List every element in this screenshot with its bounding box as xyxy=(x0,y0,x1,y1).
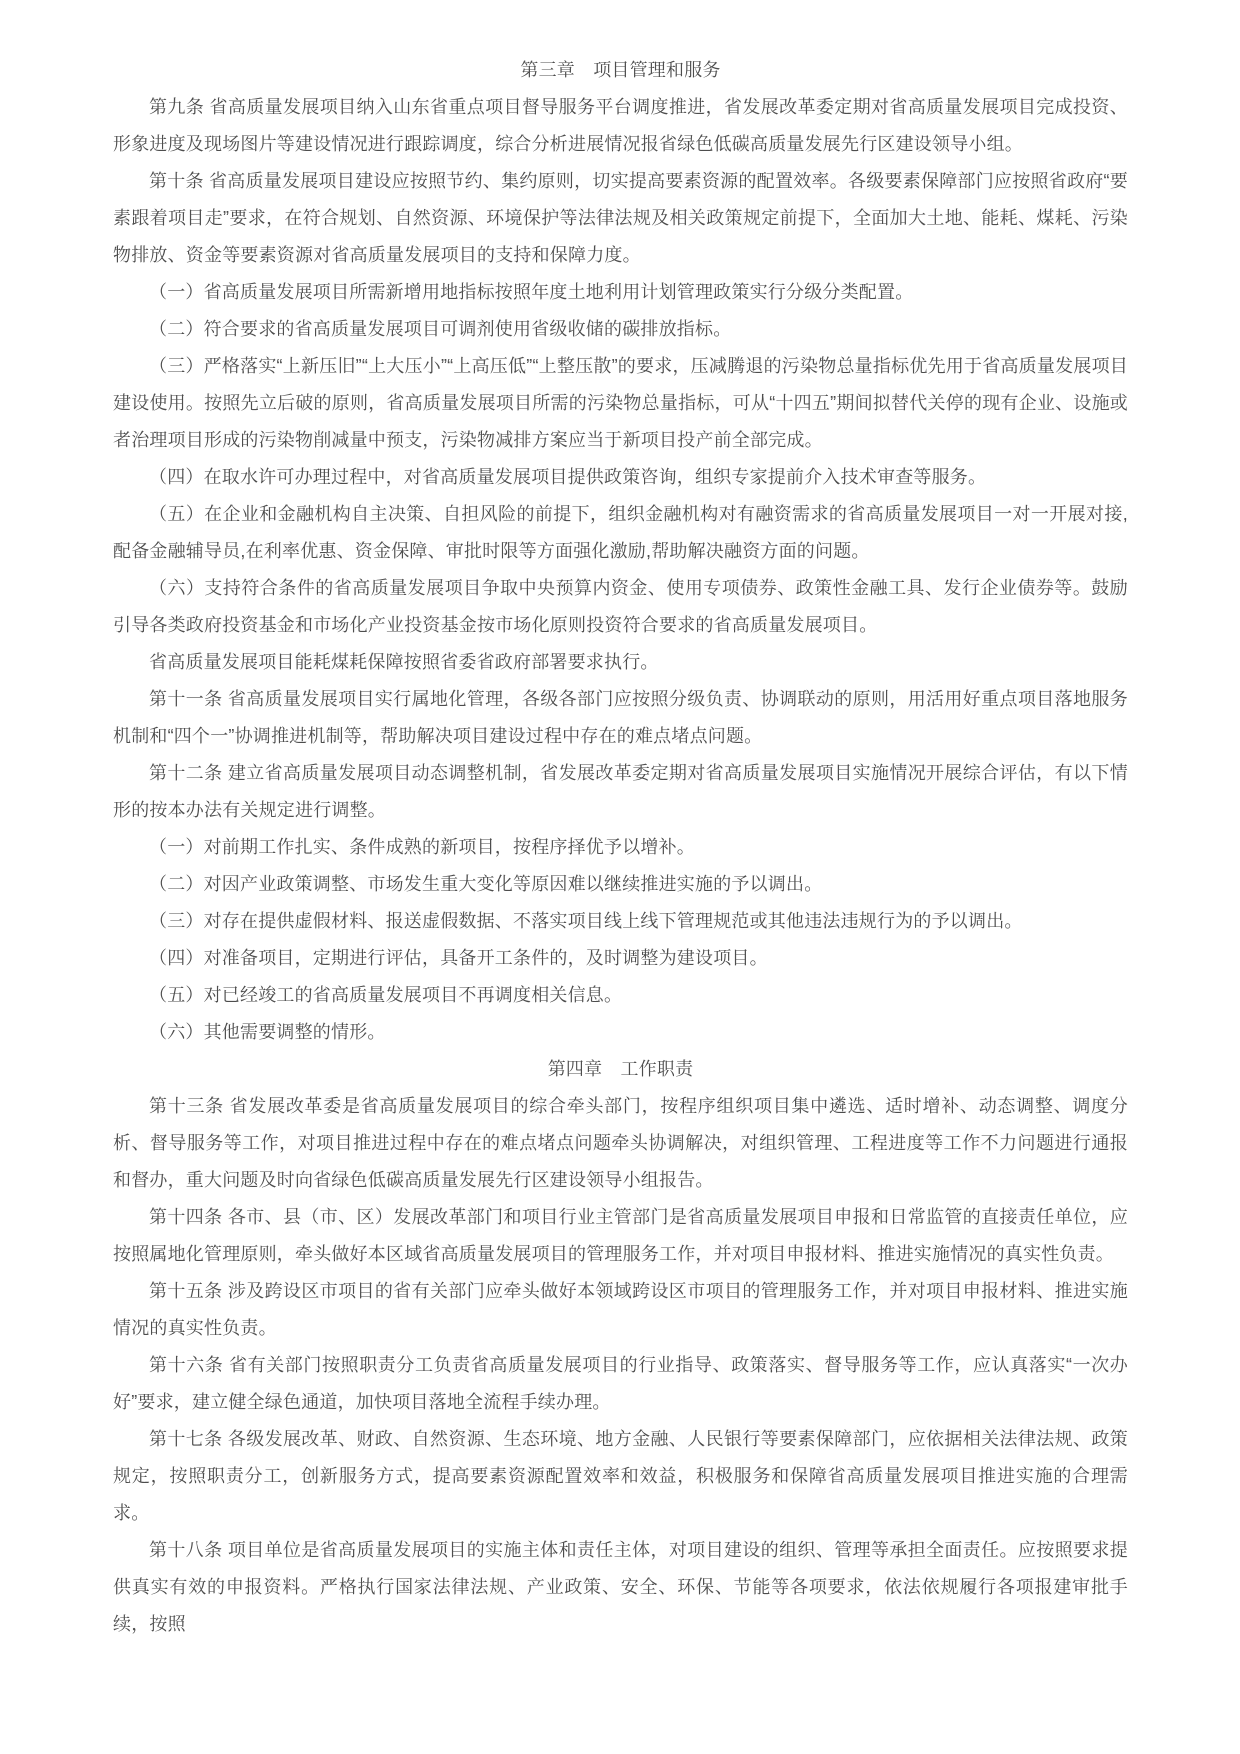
paragraph: 第十一条 省高质量发展项目实行属地化管理，各级各部门应按照分级负责、协调联动的原则，用活用好重点项目落地服务机制和“四个一”协调推进机制等，帮助解决项目建设过程中存在的难点堵点问题。 xyxy=(113,689,1128,746)
paragraph: （四）在取水许可办理过程中，对省高质量发展项目提供政策咨询，组织专家提前介入技术审查等服务。 xyxy=(149,467,987,487)
paragraph: （一）省高质量发展项目所需新增用地指标按照年度土地利用计划管理政策实行分级分类配置。 xyxy=(149,282,914,302)
paragraph: （二）符合要求的省高质量发展项目可调剂使用省级收储的碳排放指标。 xyxy=(149,319,732,339)
paragraph: 第十六条 省有关部门按照职责分工负责省高质量发展项目的行业指导、政策落实、督导服务等工作，应认真落实“一次办好”要求，建立健全绿色通道，加快项目落地全流程手续办理。 xyxy=(113,1355,1128,1412)
paragraph: 第九条 省高质量发展项目纳入山东省重点项目督导服务平台调度推进，省发展改革委定期对省高质量发展项目完成投资、形象进度及现场图片等建设情况进行跟踪调度，综合分析进展情况报省绿色低碳高质量发展先行区建设领导小组。 xyxy=(113,97,1128,154)
chapter-heading: 第四章 工作职责 xyxy=(547,1059,694,1079)
paragraph: （六）其他需要调整的情形。 xyxy=(149,1022,386,1042)
paragraph: （四）对准备项目，定期进行评估，具备开工条件的，及时调整为建设项目。 xyxy=(149,948,768,968)
paragraph: （六）支持符合条件的省高质量发展项目争取中央预算内资金、使用专项债券、政策性金融工具、发行企业债券等。鼓励引导各类政府投资基金和市场化产业投资基金按市场化原则投资符合要求的省高质量发展项目。 xyxy=(113,578,1128,635)
paragraph: 第十三条 省发展改革委是省高质量发展项目的综合牵头部门，按程序组织项目集中遴选、适时增补、动态调整、调度分析、督导服务等工作，对项目推进过程中存在的难点堵点问题牵头协调解决，对组织管理、工程进度等工作不力问题进行通报和督办，重大问题及时向省绿色低碳高质量发展先行区建设领导小组报告。 xyxy=(113,1096,1128,1190)
document-body xyxy=(113,52,1128,1643)
paragraph: （一）对前期工作扎实、条件成熟的新项目，按程序择优予以增补。 xyxy=(149,837,695,857)
paragraph: （二）对因产业政策调整、市场发生重大变化等原因难以继续推进实施的予以调出。 xyxy=(149,874,823,894)
paragraph: 第十五条 涉及跨设区市项目的省有关部门应牵头做好本领域跨设区市项目的管理服务工作，并对项目申报材料、推进实施情况的真实性负责。 xyxy=(113,1281,1128,1338)
paragraph: （三）对存在提供虚假材料、报送虚假数据、不落实项目线上线下管理规范或其他违法违规行为的予以调出。 xyxy=(149,911,1023,931)
paragraph: 第十七条 各级发展改革、财政、自然资源、生态环境、地方金融、人民银行等要素保障部门，应依据相关法律法规、政策规定，按照职责分工，创新服务方式，提高要素资源配置效率和效益，积极服务和保障省高质量发展项目推进实施的合理需求。 xyxy=(113,1429,1128,1523)
chapter-heading: 第三章 项目管理和服务 xyxy=(520,60,721,80)
paragraph: （五）在企业和金融机构自主决策、自担风险的前提下，组织金融机构对有融资需求的省高质量发展项目一对一开展对接,配备金融辅导员,在利率优惠、资金保障、审批时限等方面强化激励,帮助解决融资方面的问题。 xyxy=(113,504,1128,561)
paragraph: 第十八条 项目单位是省高质量发展项目的实施主体和责任主体，对项目建设的组织、管理等承担全面责任。应按照要求提供真实有效的申报资料。严格执行国家法律法规、产业政策、安全、环保、节能等各项要求，依法依规履行各项报建审批手续，按照 xyxy=(113,1540,1128,1634)
paragraph: 第十二条 建立省高质量发展项目动态调整机制，省发展改革委定期对省高质量发展项目实施情况开展综合评估，有以下情形的按本办法有关规定进行调整。 xyxy=(113,763,1128,820)
paragraph: 第十四条 各市、县（市、区）发展改革部门和项目行业主管部门是省高质量发展项目申报和日常监管的直接责任单位，应按照属地化管理原则，牵头做好本区域省高质量发展项目的管理服务工作，并对项目申报材料、推进实施情况的真实性负责。 xyxy=(113,1207,1128,1264)
paragraph: （五）对已经竣工的省高质量发展项目不再调度相关信息。 xyxy=(149,985,623,1005)
paragraph: （三）严格落实“上新压旧”“上大压小”“上高压低”“上整压散”的要求，压减腾退的污染物总量指标优先用于省高质量发展项目建设使用。按照先立后破的原则，省高质量发展项目所需的污染物总量指标，可从“十四五”期间拟替代关停的现有企业、设施或者治理项目形成的污染物削减量中预支，污染物减排方案应当于新项目投产前全部完成。 xyxy=(113,356,1128,450)
paragraph: 省高质量发展项目能耗煤耗保障按照省委省政府部署要求执行。 xyxy=(149,652,659,672)
paragraph: 第十条 省高质量发展项目建设应按照节约、集约原则，切实提高要素资源的配置效率。各级要素保障部门应按照省政府“要素跟着项目走”要求，在符合规划、自然资源、环境保护等法律法规及相关政策规定前提下，全面加大土地、能耗、煤耗、污染物排放、资金等要素资源对省高质量发展项目的支持和保障力度。 xyxy=(113,171,1128,265)
